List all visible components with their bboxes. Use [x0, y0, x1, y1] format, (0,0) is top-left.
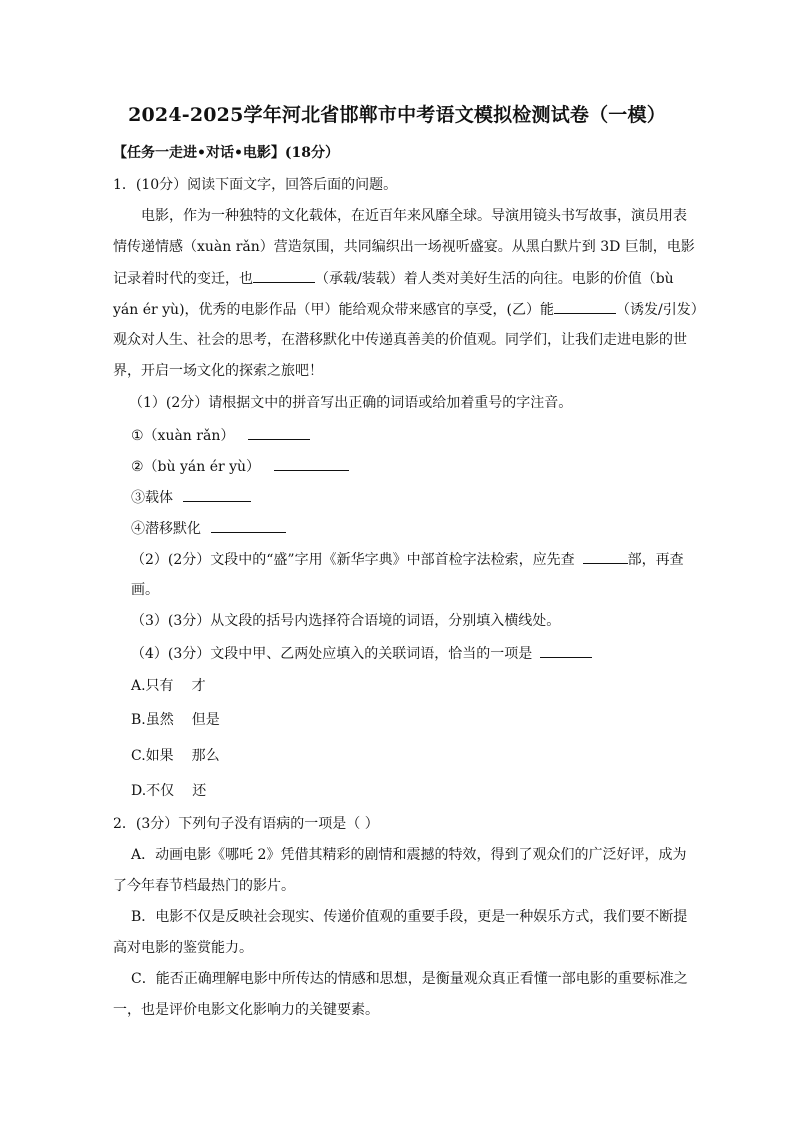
passage-line-2: 情传递情感（xuàn rǎn）营造氛围，共同编织出一场视听盛宴。从黑白默片到 3D 巨制，电影 [113, 239, 695, 255]
option-word: 那么 [191, 748, 220, 764]
option-word: 但是 [191, 712, 220, 728]
item-label: ④潜移默化 [131, 521, 201, 537]
answer-blank-3[interactable] [183, 487, 251, 502]
q2-option-a-line2: 了今年春节档最热门的影片。 [113, 878, 295, 894]
passage-line-5: 观众对人生、社会的思考，在潜移默化中传递真善美的价值观。同学们，让我们走进电影的世 [113, 332, 687, 348]
answer-blank-radical[interactable] [583, 549, 628, 564]
item-2 [131, 456, 349, 477]
sub-question-3: （3）(3分）从文段的括号内选择符合语境的词语，分别填入横线处。 [131, 613, 561, 629]
item-4 [131, 518, 286, 539]
q2-option-c-line1[interactable]: C．能否正确理解电影中所传达的情感和思想，是衡量观众真正看懂一部电影的重要标准之 [131, 971, 688, 987]
passage-text: （诱发/引发） [616, 302, 705, 318]
answer-blank-conjunction[interactable] [540, 643, 592, 658]
passage-line-6: 界，开启一场文化的探索之旅吧！ [113, 363, 323, 379]
item-label: ③载体 [131, 490, 173, 506]
sub-question-2-text: （2）(2分）文段中的“盛”字用《新华字典》中部首检字法检索，应先查 [131, 552, 575, 568]
option-label: C.如果 [131, 748, 174, 764]
page-title: 2024-2025学年河北省邯郸市中考语文模拟检测试卷（一模） [128, 104, 666, 126]
sub-question-2-text-after: 部，再查 [627, 552, 684, 568]
option-label: D.不仅 [131, 783, 175, 799]
option-a[interactable] [131, 676, 206, 696]
sub-question-4-text: （4）(3分）文段中甲、乙两处应填入的关联词语，恰当的一项是 [131, 646, 533, 662]
option-word: 才 [191, 678, 206, 694]
sub-question-1: （1）(2分）请根据文中的拼音写出正确的词语或给加着重号的字注音。 [129, 395, 573, 411]
q2-option-a-line1[interactable]: A．动画电影《哪吒 2》凭借其精彩的剧情和震撼的特效，得到了观众们的广泛好评，成为 [131, 847, 687, 863]
option-b[interactable] [131, 710, 220, 730]
answer-blank-4[interactable] [211, 518, 286, 533]
q2-option-c-line2: 一，也是评价电影文化影响力的关键要素。 [113, 1002, 379, 1018]
passage-text: （承载/装载）着人类对美好生活的向往。电影的价值（bù [315, 271, 674, 287]
passage-text: 记录着时代的变迁，也 [113, 271, 253, 287]
item-label: ②（bù yán ér yù） [131, 459, 261, 475]
item-label: ①（xuàn rǎn） [131, 428, 235, 444]
sub-question-4 [131, 643, 592, 664]
passage-line-3 [113, 268, 674, 289]
option-c[interactable] [131, 746, 220, 766]
item-3 [131, 487, 251, 508]
option-word: 还 [192, 783, 207, 799]
passage-line-1: 电影，作为一种独特的文化载体，在近百年来风靡全球。导演用镜头书写故事，演员用表 [141, 208, 687, 224]
sub-question-2 [131, 549, 684, 570]
q1-stem: 1．(10分）阅读下面文字，回答后面的问题。 [113, 177, 398, 193]
passage-line-4 [113, 299, 705, 320]
item-1 [131, 425, 310, 446]
answer-blank-2[interactable] [274, 456, 349, 471]
fill-blank-1[interactable] [253, 268, 315, 283]
passage-text: yán ér yù)，优秀的电影作品（甲）能给观众带来感官的享受，(乙）能 [113, 302, 554, 318]
option-label: A.只有 [131, 678, 174, 694]
answer-blank-1[interactable] [248, 425, 310, 440]
q2-stem: 2．(3分）下列句子没有语病的一项是（ ） [113, 816, 379, 832]
sub-question-2-line2: 画。 [131, 582, 159, 598]
option-d[interactable] [131, 781, 206, 801]
option-label: B.虽然 [131, 712, 174, 728]
q2-option-b-line2: 高对电影的鉴赏能力。 [113, 940, 253, 956]
fill-blank-2[interactable] [554, 299, 616, 314]
q2-option-b-line1[interactable]: B．电影不仅是反映社会现实、传递价值观的重要手段，更是一种娱乐方式，我们要不断提 [131, 909, 688, 925]
section-header: 【任务一走进•对话•电影】(18分） [113, 145, 340, 161]
